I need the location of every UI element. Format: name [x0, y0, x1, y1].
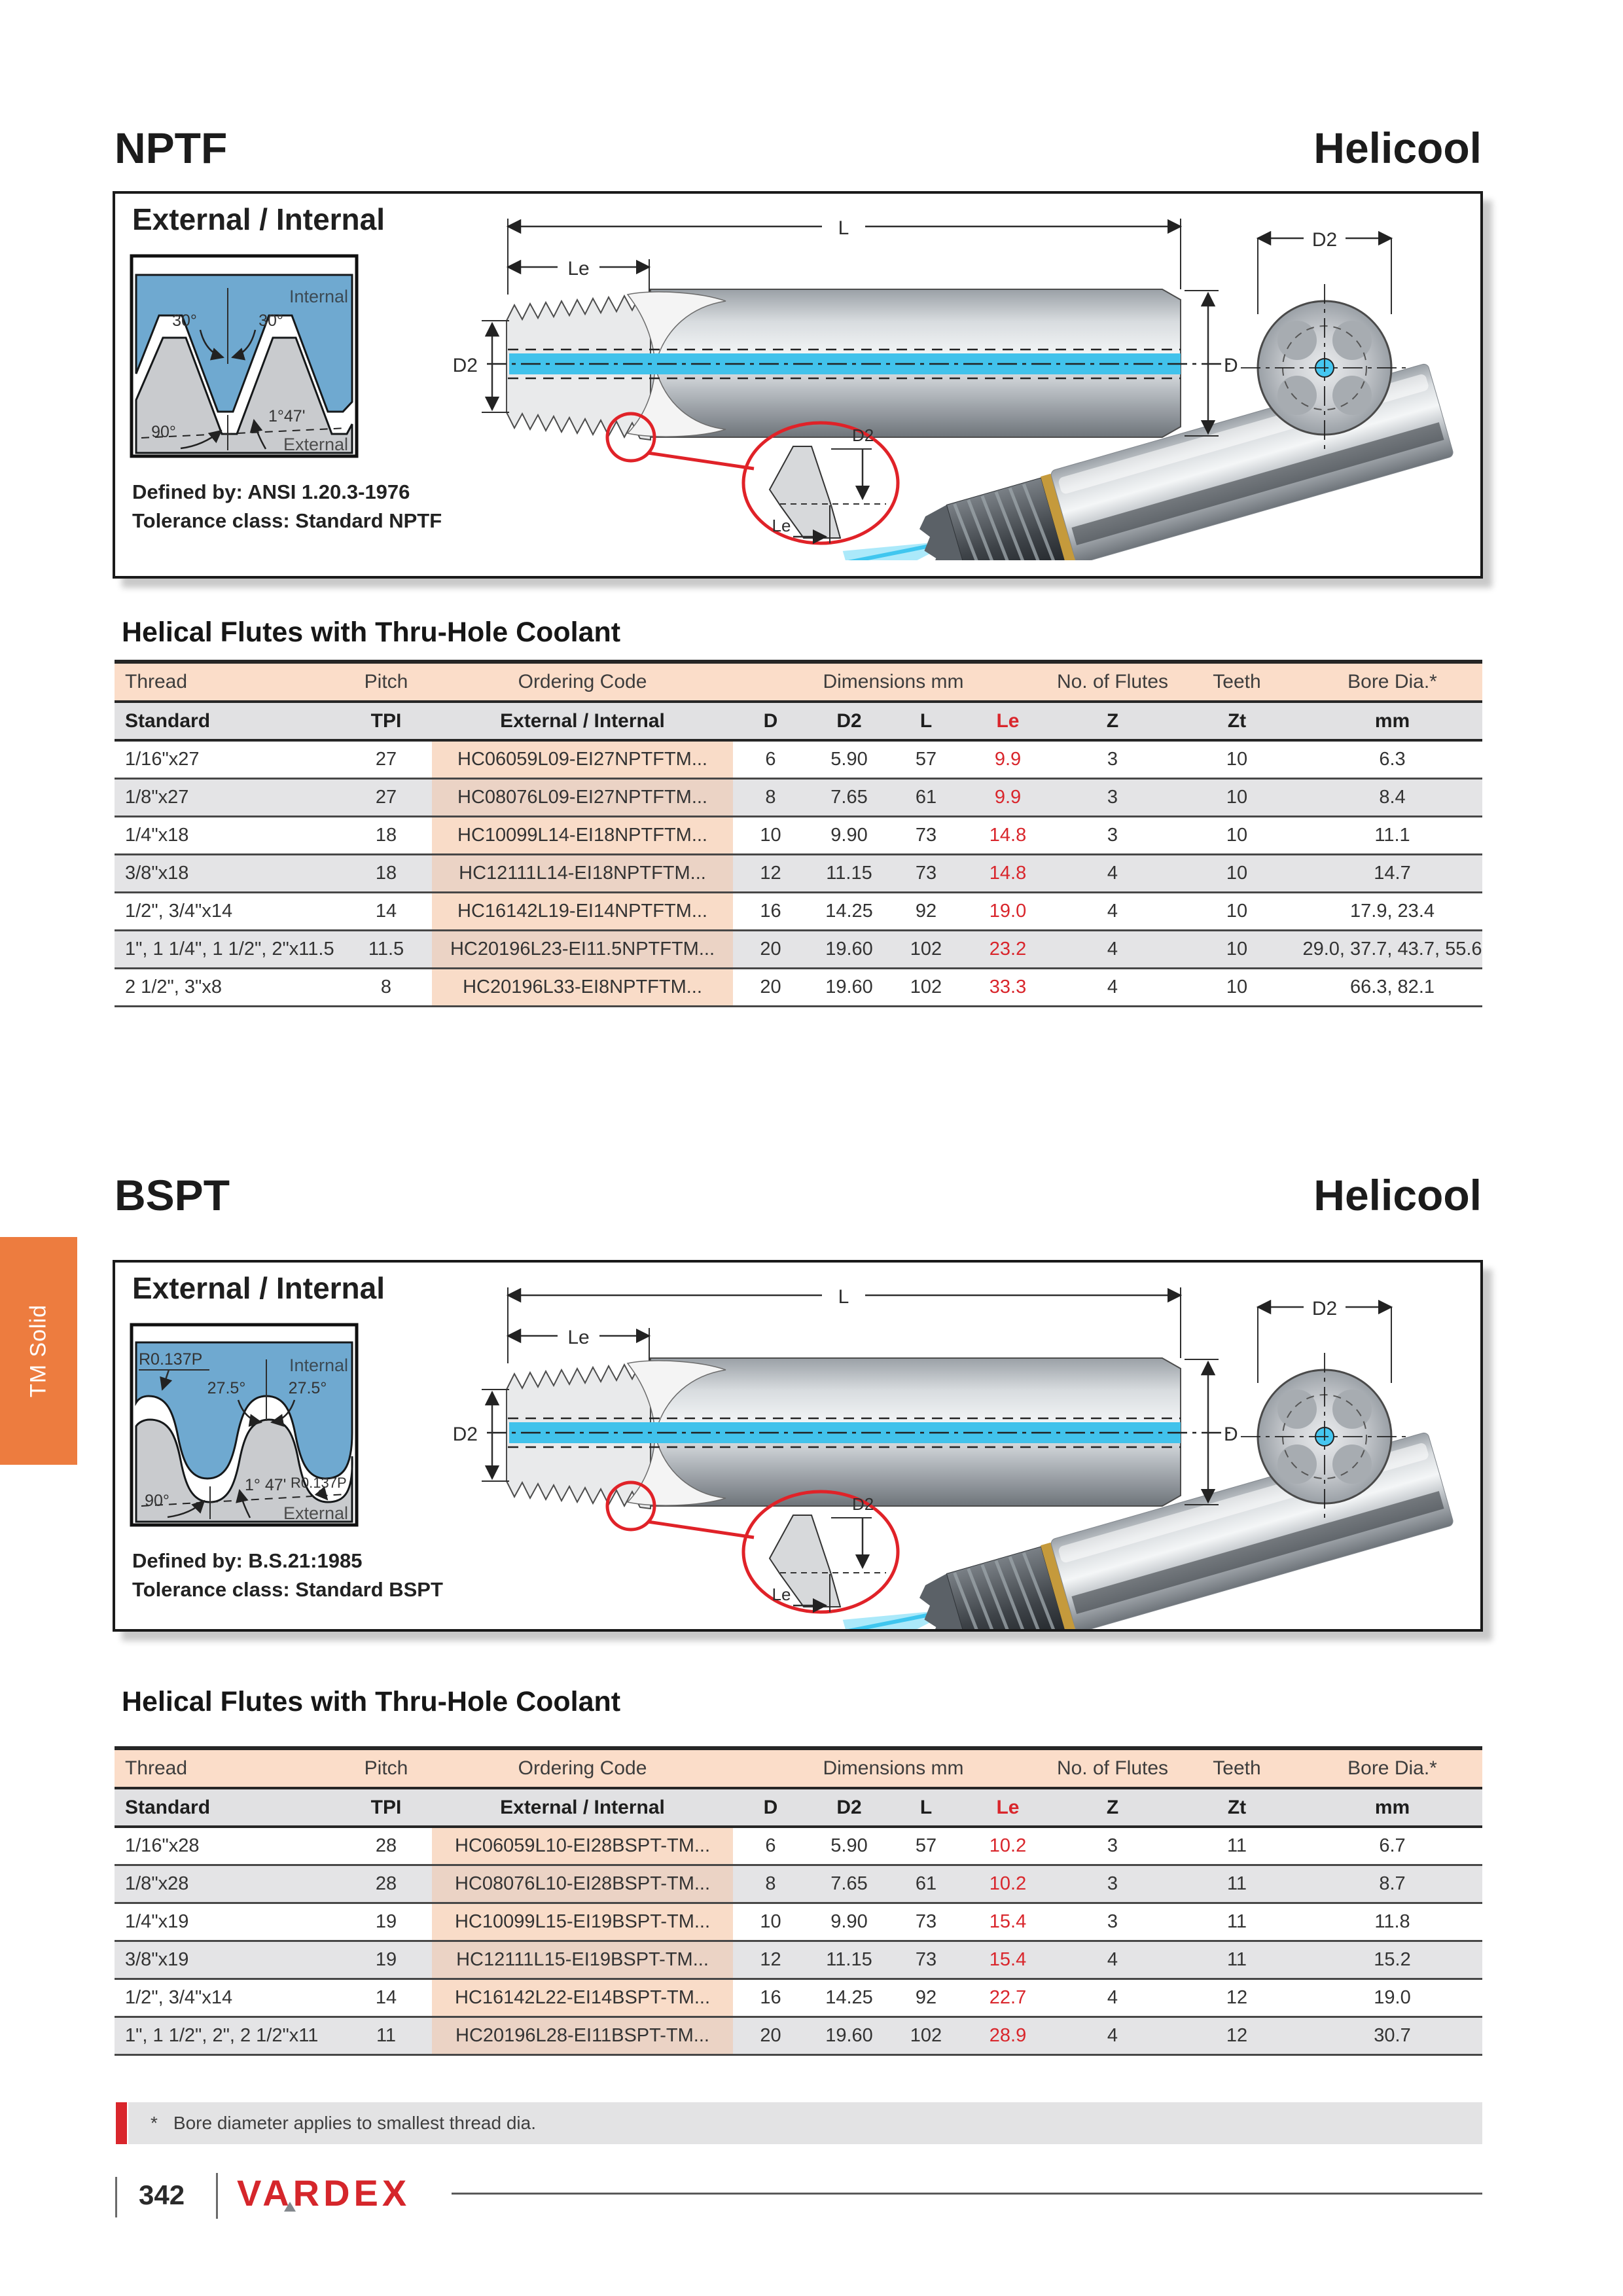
table-cell: 33.3	[989, 977, 1027, 997]
table-cell: 30.7	[1374, 2025, 1411, 2046]
table-cell: 28	[375, 1835, 397, 1856]
table-cell: 102	[910, 977, 942, 997]
column-header: mm	[1374, 1796, 1410, 1818]
table-cell: 15.4	[989, 1911, 1027, 1932]
dim-label-D2: D2	[452, 1424, 478, 1445]
bspt-technical-drawing	[369, 1265, 1475, 1629]
table-cell: 19.0	[989, 901, 1027, 922]
table-cell: 3	[1107, 825, 1118, 846]
table-cell: 10	[1226, 749, 1248, 770]
column-header: Thread	[125, 1757, 188, 1779]
table-cell: 14.25	[825, 901, 873, 922]
table-cell: 8	[380, 977, 392, 997]
table-cell: 16	[760, 901, 781, 922]
dim-label-Le: Le	[567, 1327, 590, 1348]
column-header: External / Internal	[500, 1796, 665, 1818]
table-cell: 10	[1226, 901, 1248, 922]
table-cell: 6.3	[1379, 749, 1406, 770]
table-cell: 8.4	[1379, 787, 1406, 808]
column-header: D2	[836, 1796, 862, 1818]
table-cell: 102	[910, 939, 942, 960]
table-cell: 61	[915, 1873, 937, 1894]
table-cell: 28	[375, 1873, 397, 1894]
column-header: Bore Dia.*	[1347, 1757, 1437, 1779]
table-cell: 4	[1107, 2025, 1118, 2046]
table-cell: 73	[915, 1949, 937, 1970]
table-cell: 19.60	[825, 977, 873, 997]
dim-label-L: L	[838, 217, 849, 239]
table-cell: 9.9	[994, 787, 1022, 808]
table-cell: 1/4"x18	[125, 825, 189, 846]
table-cell: 3	[1107, 1835, 1118, 1856]
column-header: Pitch	[364, 671, 408, 692]
table-cell: HC08076L09-EI27NPTFTM...	[432, 780, 733, 816]
page-title-bspt: BSPT	[115, 1171, 230, 1219]
radius-label: R0.137P	[291, 1475, 347, 1491]
table-row	[115, 931, 1482, 969]
brand-title-helicool: Helicool	[1313, 1171, 1482, 1219]
table-cell: 1/2", 3/4"x14	[125, 1987, 233, 2008]
table-cell: 12	[1226, 1987, 1248, 2008]
detail-label-D2: D2	[852, 425, 874, 445]
table-cell: 11.1	[1374, 825, 1410, 846]
table-cell: 27	[375, 787, 397, 808]
dim-label-D2: D2	[452, 355, 478, 376]
table-cell: 18	[375, 863, 397, 884]
table-row	[115, 1980, 1482, 2018]
table-cell: HC10099L15-EI19BSPT-TM...	[432, 1904, 733, 1940]
footer-divider	[216, 2173, 218, 2219]
table-cell: 73	[915, 825, 937, 846]
table-cell: 9.90	[830, 1911, 868, 1932]
side-tab-label: TM Solid	[26, 1304, 51, 1398]
table-cell: 4	[1107, 863, 1118, 884]
table-cell: HC06059L09-EI27NPTFTM...	[432, 742, 733, 778]
table-cell: 6.7	[1379, 1835, 1406, 1856]
table-cell: 1/2", 3/4"x14	[125, 901, 233, 922]
table-cell: 1/8"x27	[125, 787, 189, 808]
table-row	[115, 1942, 1482, 1980]
tolerance-class-text: Tolerance class: Standard NPTF	[132, 509, 442, 532]
vardex-logo-triangle-icon	[284, 2202, 296, 2212]
column-header: Le	[996, 1796, 1020, 1818]
external-label: External	[283, 435, 348, 454]
angle-label: 90°	[145, 1492, 169, 1510]
nptf-thread-profile-diagram	[130, 254, 359, 458]
table-cell: HC12111L15-EI19BSPT-TM...	[432, 1942, 733, 1978]
column-header: No. of Flutes	[1056, 671, 1169, 692]
table-cell: 5.90	[830, 749, 868, 770]
nptf-diagram-box	[113, 191, 1483, 579]
table-cell: 102	[910, 2025, 942, 2046]
table-cell: 1/4"x19	[125, 1911, 189, 1932]
nptf-table-group-header	[115, 664, 1482, 703]
page-title-nptf: NPTF	[115, 124, 228, 172]
column-header: Standard	[125, 1796, 211, 1818]
table-cell: 3	[1107, 1873, 1118, 1894]
table-cell: HC20196L28-EI11BSPT-TM...	[432, 2018, 733, 2054]
table-cell: 23.2	[989, 939, 1027, 960]
dim-label-D: D	[1224, 355, 1238, 376]
table-cell: 10	[760, 825, 781, 846]
vardex-logo: VARDEX	[237, 2172, 411, 2214]
table-cell: 73	[915, 863, 937, 884]
table-cell: 20	[760, 2025, 781, 2046]
box-title: External / Internal	[132, 202, 385, 236]
table-cell: 12	[760, 1949, 781, 1970]
dim-label-D: D	[1224, 1424, 1238, 1445]
table-cell: HC12111L14-EI18NPTFTM...	[432, 855, 733, 891]
table-cell: 10	[1226, 825, 1248, 846]
bspt-table	[115, 1746, 1482, 2056]
table-cell: 8	[765, 1873, 776, 1894]
table-row	[115, 817, 1482, 855]
table-cell: 10	[1226, 787, 1248, 808]
table-cell: 7.65	[830, 787, 868, 808]
dim-label-L: L	[838, 1286, 849, 1308]
table-row	[115, 855, 1482, 893]
brand-title-helicool: Helicool	[1313, 124, 1482, 172]
nptf-table-body	[115, 742, 1482, 1007]
table-row	[115, 893, 1482, 931]
table-cell: 1/16"x27	[125, 749, 200, 770]
table-cell: 1", 1 1/4", 1 1/2", 2"x11.5	[125, 939, 334, 960]
table-row	[115, 969, 1482, 1007]
nptf-table	[115, 660, 1482, 1007]
table-cell: 4	[1107, 939, 1118, 960]
table-cell: 5.90	[830, 1835, 868, 1856]
detail-label-Le: Le	[772, 1585, 791, 1604]
table-cell: 66.3, 82.1	[1350, 977, 1435, 997]
defined-by-text: Defined by: B.S.21:1985	[132, 1549, 363, 1572]
table-cell: HC16142L19-EI14NPTFTM...	[432, 893, 733, 929]
bspt-table-group-header	[115, 1750, 1482, 1789]
table-cell: 12	[760, 863, 781, 884]
table-cell: 10	[760, 1911, 781, 1932]
footer-rule-line	[452, 2193, 1482, 2195]
footnote-star: *	[151, 2113, 158, 2133]
detail-label-Le: Le	[772, 516, 791, 535]
table-cell: 10.2	[989, 1835, 1027, 1856]
column-header: Zt	[1227, 709, 1247, 732]
bspt-diagram-box	[113, 1260, 1483, 1632]
table-cell: 18	[375, 825, 397, 846]
table-cell: 14.8	[989, 825, 1027, 846]
footnote-bar	[128, 2102, 1482, 2144]
column-header: Dimensions mm	[823, 1757, 964, 1779]
table-cell: 61	[915, 787, 937, 808]
table-cell: 9.90	[830, 825, 868, 846]
table-row	[115, 1828, 1482, 1866]
table-cell: 73	[915, 1911, 937, 1932]
table-cell: 2 1/2", 3"x8	[125, 977, 222, 997]
column-header: L	[919, 1796, 933, 1818]
table-cell: 11	[1226, 1835, 1247, 1856]
table-cell: 10	[1226, 939, 1248, 960]
table-cell: 1", 1 1/2", 2", 2 1/2"x11	[125, 2025, 319, 2046]
table-cell: 1/8"x28	[125, 1873, 189, 1894]
table-cell: 19.0	[1374, 1987, 1411, 2008]
radius-label: R0.137P	[139, 1350, 203, 1369]
table-cell: 57	[915, 749, 937, 770]
column-header: Teeth	[1213, 1757, 1261, 1779]
table-cell: 6	[765, 749, 776, 770]
taper-angle-label: 1°47'	[268, 407, 306, 425]
section-title-nptf-flutes: Helical Flutes with Thru-Hole Coolant	[122, 617, 621, 648]
table-cell: 15.4	[989, 1949, 1027, 1970]
footnote-text: Bore diameter applies to smallest thread dia.	[173, 2113, 536, 2133]
table-cell: 10	[1226, 863, 1248, 884]
table-cell: 17.9, 23.4	[1350, 901, 1435, 922]
table-cell: 14	[375, 1987, 397, 2008]
defined-by-text: Defined by: ANSI 1.20.3-1976	[132, 480, 410, 503]
column-header: D	[763, 1796, 778, 1818]
table-cell: 19.60	[825, 2025, 873, 2046]
table-cell: 28.9	[989, 2025, 1027, 2046]
table-cell: HC06059L10-EI28BSPT-TM...	[432, 1828, 733, 1864]
table-cell: 3/8"x19	[125, 1949, 189, 1970]
column-header: Pitch	[364, 1757, 408, 1779]
column-header: Z	[1106, 1796, 1119, 1818]
angle-label: 30°	[259, 312, 283, 330]
table-cell: 14.8	[989, 863, 1027, 884]
column-header: Zt	[1227, 1796, 1247, 1818]
table-cell: 22.7	[989, 1987, 1027, 2008]
column-header: No. of Flutes	[1056, 1757, 1169, 1779]
table-cell: 11.8	[1374, 1911, 1410, 1932]
table-cell: 10	[1226, 977, 1248, 997]
table-cell: 19	[375, 1911, 397, 1932]
column-header: Standard	[125, 709, 211, 732]
nptf-technical-drawing	[369, 196, 1475, 560]
column-header: Le	[996, 709, 1020, 732]
bspt-table-sub-header	[115, 1789, 1482, 1828]
table-cell: 14.7	[1374, 863, 1411, 884]
table-cell: 19.60	[825, 939, 873, 960]
table-cell: 11.15	[826, 1949, 872, 1970]
column-header: Teeth	[1213, 671, 1261, 692]
table-cell: 11.5	[368, 939, 404, 960]
column-header: Bore Dia.*	[1347, 671, 1437, 692]
table-cell: 3/8"x18	[125, 863, 189, 884]
bspt-table-body	[115, 1828, 1482, 2056]
angle-label: 27.5°	[288, 1379, 327, 1397]
table-cell: 20	[760, 977, 781, 997]
table-cell: HC20196L23-EI11.5NPTFTM...	[432, 931, 733, 967]
table-cell: 1/16"x28	[125, 1835, 200, 1856]
column-header: TPI	[370, 1796, 402, 1818]
table-cell: 15.2	[1374, 1949, 1411, 1970]
column-header: L	[919, 709, 933, 732]
table-cell: 4	[1107, 977, 1118, 997]
table-cell: 4	[1107, 1949, 1118, 1970]
dim-label-D2-endview: D2	[1311, 1298, 1338, 1319]
table-cell: 4	[1107, 1987, 1118, 2008]
table-row	[115, 742, 1482, 780]
table-cell: 11	[376, 2025, 397, 2046]
table-cell: 8.7	[1379, 1873, 1406, 1894]
table-row	[115, 1904, 1482, 1942]
taper-angle-label: 1° 47'	[245, 1476, 287, 1494]
table-cell: 3	[1107, 749, 1118, 770]
table-cell: 19	[375, 1949, 397, 1970]
table-cell: 57	[915, 1835, 937, 1856]
table-cell: 14	[375, 901, 397, 922]
table-cell: 16	[760, 1987, 781, 2008]
column-header: D	[763, 709, 778, 732]
table-cell: 92	[915, 1987, 937, 2008]
table-cell: 6	[765, 1835, 776, 1856]
table-cell: 4	[1107, 901, 1118, 922]
table-cell: HC16142L22-EI14BSPT-TM...	[432, 1980, 733, 2016]
nptf-table-sub-header	[115, 703, 1482, 742]
column-header: D2	[836, 709, 862, 732]
tolerance-class-text: Tolerance class: Standard BSPT	[132, 1578, 443, 1601]
section-title-bspt-flutes: Helical Flutes with Thru-Hole Coolant	[122, 1686, 621, 1717]
table-cell: 8	[765, 787, 776, 808]
internal-label: Internal	[289, 1355, 348, 1375]
table-cell: 11.15	[826, 863, 872, 884]
table-cell: 11	[1226, 1949, 1247, 1970]
table-cell: 14.25	[825, 1987, 873, 2008]
column-header: TPI	[370, 709, 402, 732]
table-cell: HC10099L14-EI18NPTFTM...	[432, 817, 733, 853]
box-title: External / Internal	[132, 1271, 385, 1305]
column-header: Z	[1106, 709, 1119, 732]
table-cell: 20	[760, 939, 781, 960]
table-row	[115, 2018, 1482, 2056]
table-cell: 7.65	[830, 1873, 868, 1894]
internal-label: Internal	[289, 287, 348, 306]
column-header: mm	[1374, 709, 1410, 732]
table-cell: 3	[1107, 1911, 1118, 1932]
table-cell: HC08076L10-EI28BSPT-TM...	[432, 1866, 733, 1902]
angle-label: 27.5°	[207, 1379, 246, 1397]
bspt-thread-profile-diagram	[130, 1323, 359, 1527]
column-header: Dimensions mm	[823, 671, 964, 692]
side-tab-tm-solid	[0, 1237, 77, 1465]
detail-label-D2: D2	[852, 1494, 874, 1514]
table-row	[115, 1866, 1482, 1904]
footer-divider	[115, 2177, 117, 2217]
table-cell: 11	[1226, 1911, 1247, 1932]
dim-label-Le: Le	[567, 258, 590, 279]
column-header: Thread	[125, 671, 188, 692]
table-cell: 12	[1226, 2025, 1248, 2046]
footnote-accent-bar	[116, 2102, 127, 2144]
table-cell: 3	[1107, 787, 1118, 808]
page-number: 342	[139, 2179, 185, 2210]
table-cell: 9.9	[994, 749, 1022, 770]
dim-label-D2-endview: D2	[1311, 229, 1338, 251]
table-cell: 29.0, 37.7, 43.7, 55.6	[1302, 939, 1482, 960]
table-cell: 92	[915, 901, 937, 922]
column-header: Ordering Code	[518, 1757, 647, 1779]
table-cell: HC20196L33-EI8NPTFTM...	[432, 969, 733, 1005]
angle-label: 90°	[151, 423, 176, 441]
table-cell: 27	[375, 749, 397, 770]
angle-label: 30°	[172, 312, 197, 330]
table-cell: 10.2	[989, 1873, 1027, 1894]
column-header: External / Internal	[500, 709, 665, 732]
table-cell: 11	[1226, 1873, 1247, 1894]
external-label: External	[283, 1503, 348, 1523]
column-header: Ordering Code	[518, 671, 647, 692]
table-row	[115, 780, 1482, 817]
